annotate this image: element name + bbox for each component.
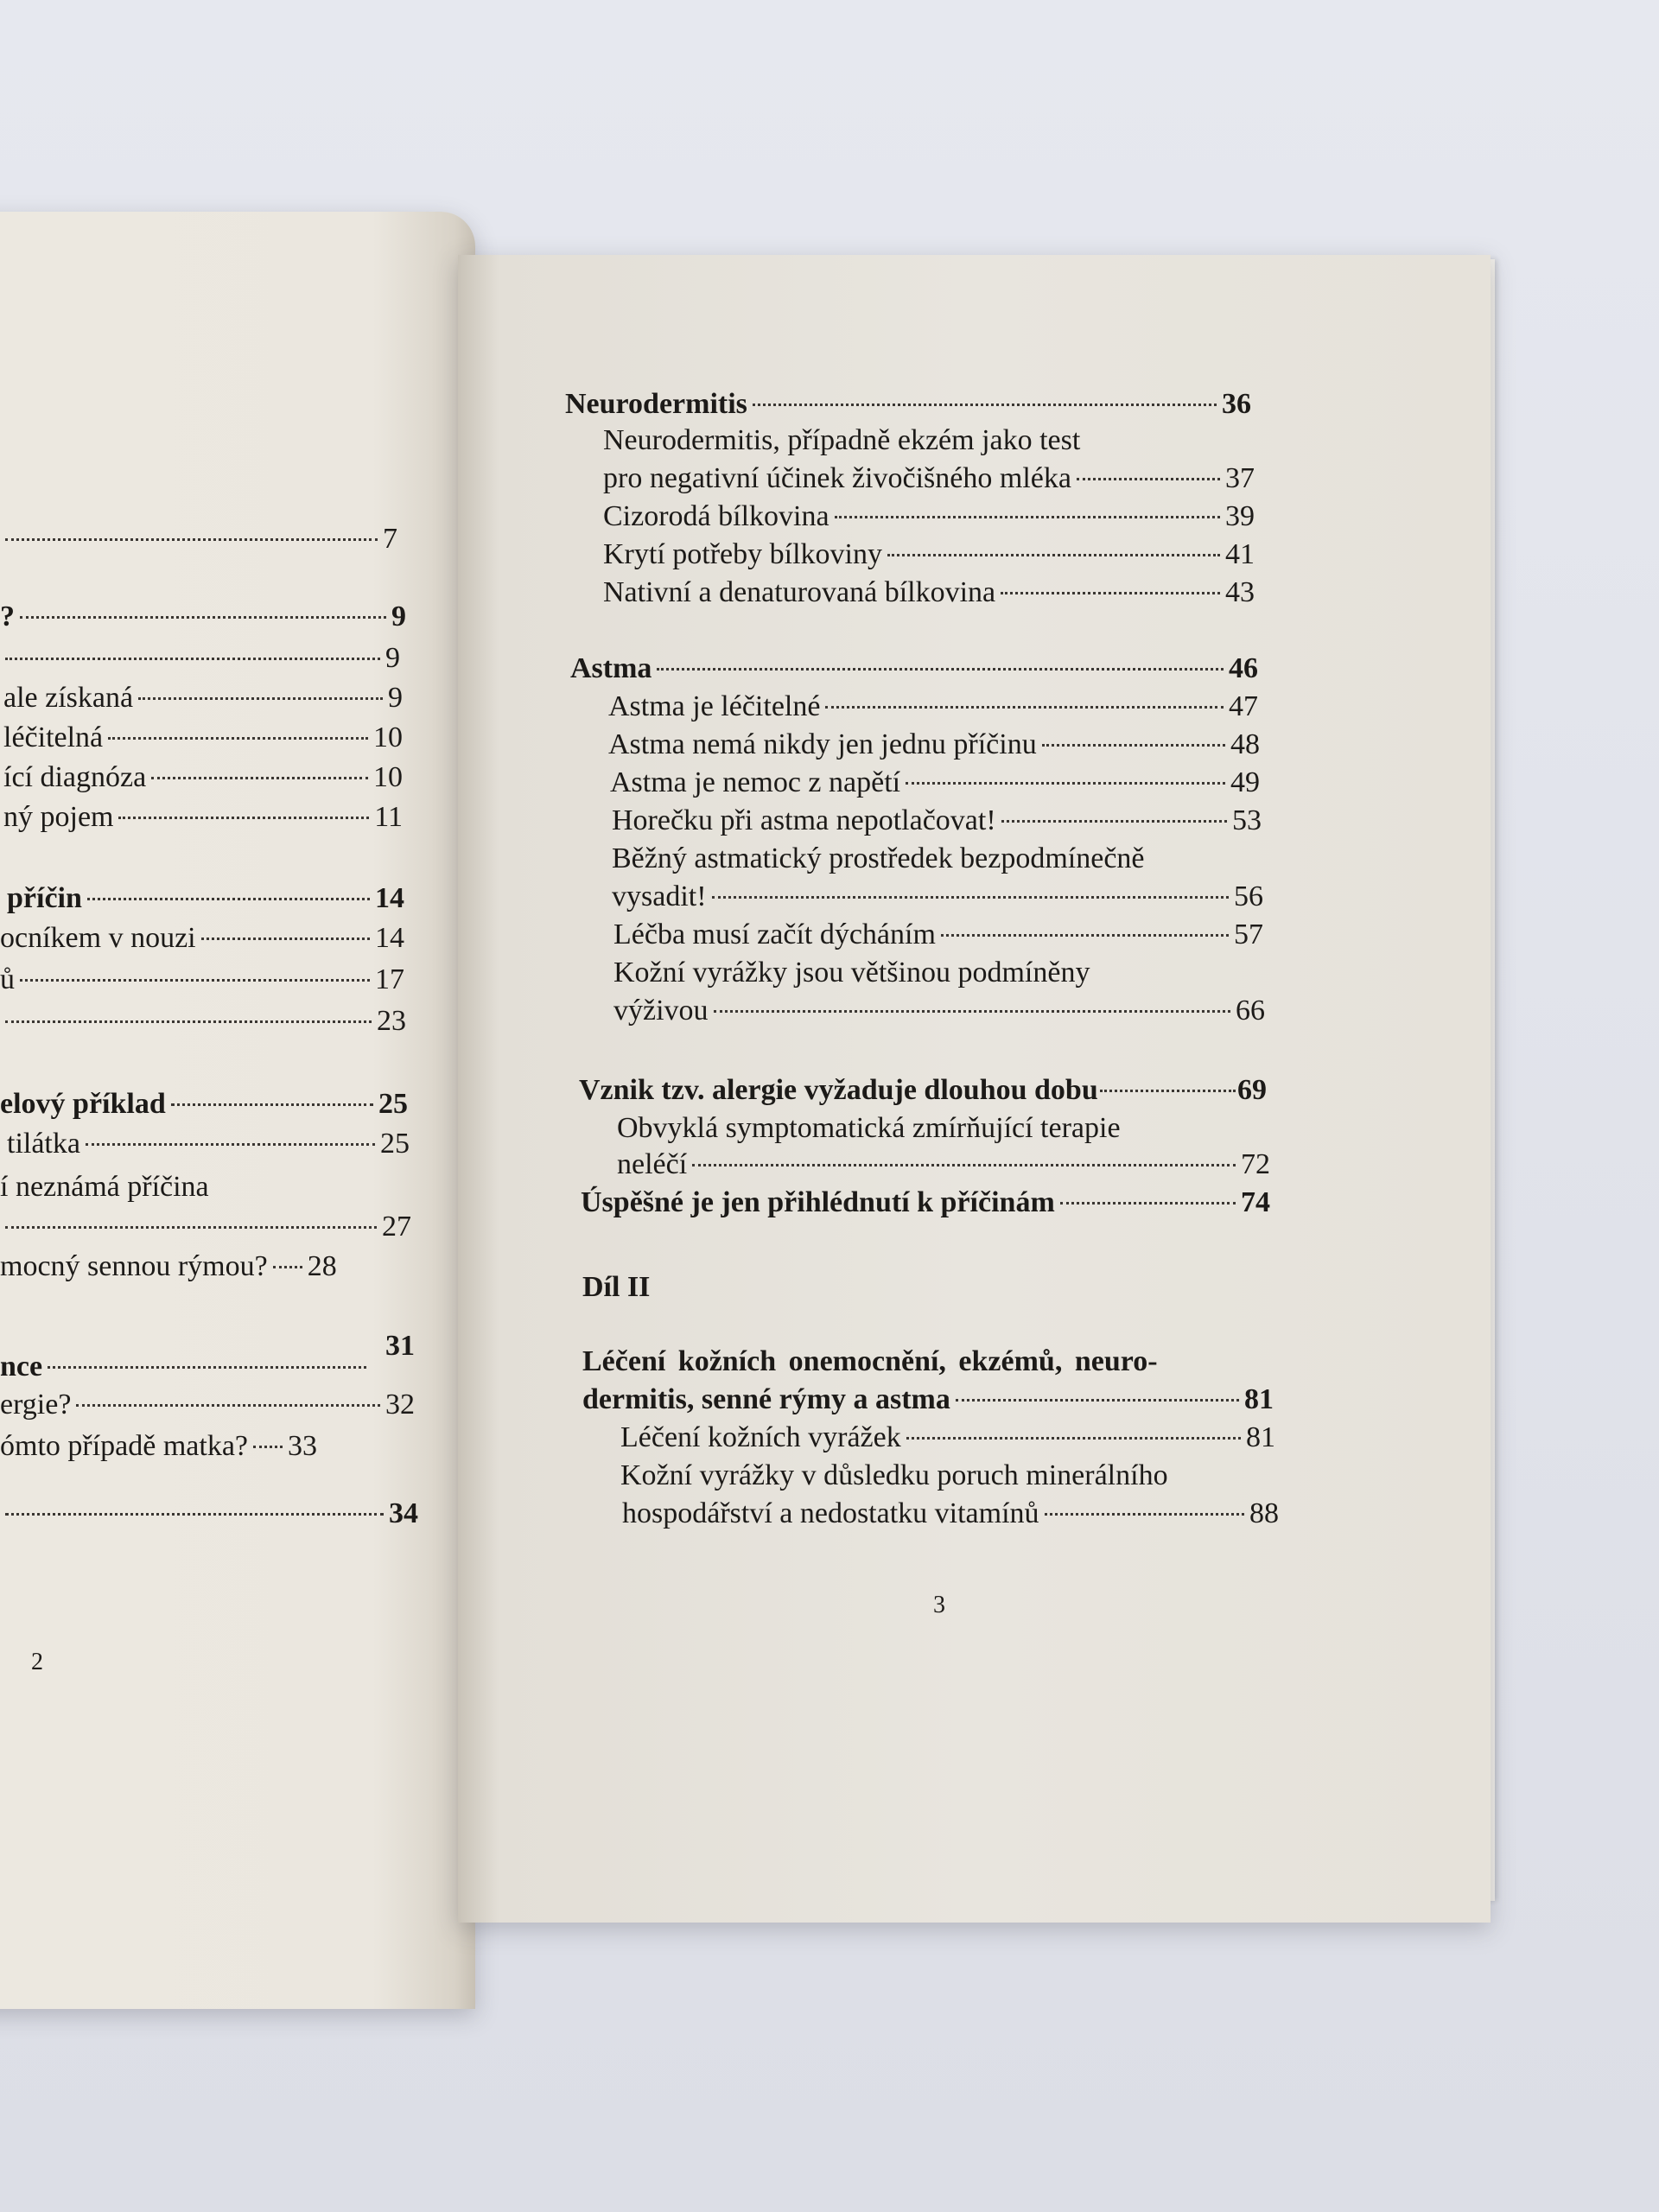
left-toc-entry: příčin 14: [7, 882, 404, 914]
toc-entry: hospodářství a nedostatku vitamínů 88: [622, 1497, 1279, 1529]
toc-section-leceni: Léčení kožních onemocnění, ekzémů, neuro-: [582, 1345, 1158, 1377]
left-toc-entry: léčitelná 10: [3, 721, 403, 753]
toc-entry: vysadit! 56: [612, 880, 1263, 912]
left-toc-entry: 9: [0, 639, 400, 677]
left-toc-entry: ící diagnóza 10: [3, 761, 403, 793]
toc-entry: Astma je nemoc z napětí 49: [610, 766, 1260, 798]
left-page-number: 2: [31, 1649, 43, 1675]
toc-section-vznik-alergie: Vznik tzv. alergie vyžaduje dlouhou dobu 69: [579, 1074, 1267, 1106]
left-toc-entry: 34: [0, 1495, 418, 1533]
toc-entry: Obvyklá symptomatická zmírňující terapie: [617, 1112, 1121, 1144]
toc-entry: pro negativní účinek živočišného mléka 37: [603, 462, 1255, 494]
toc-entry: Léčení kožních vyrážek 81: [620, 1421, 1275, 1453]
toc-entry: výživou 66: [613, 995, 1265, 1027]
left-toc-entry: 23: [0, 1002, 406, 1040]
left-toc-entry: nce: [0, 1348, 372, 1386]
toc-entry: Cizorodá bílkovina 39: [603, 500, 1255, 532]
toc-entry: Horečku při astma nepotlačovat! 53: [612, 804, 1262, 836]
left-toc-entry: ocníkem v nouzi 14: [0, 922, 404, 954]
left-toc-entry: ? 9: [0, 601, 406, 632]
toc-entry: Astma nemá nikdy jen jednu příčinu 48: [608, 728, 1260, 760]
left-toc-entry: í neznámá příčina: [0, 1171, 209, 1203]
toc-entry: Běžný astmatický prostředek bezpodmínečně: [612, 842, 1145, 874]
left-toc-entry: ale získaná 9: [3, 682, 403, 714]
toc-entry: neléčí 72: [617, 1148, 1270, 1180]
left-toc-entry: mocný sennou rýmou? 28: [0, 1250, 337, 1282]
left-toc-entry: ómto případě matka? 33: [0, 1430, 318, 1462]
toc-entry: Astma je léčitelné 47: [608, 690, 1258, 722]
toc-section-neurodermitis: Neurodermitis 36: [565, 388, 1251, 420]
toc-section-astma: Astma 46: [570, 652, 1258, 684]
part-heading: Díl II: [582, 1271, 651, 1303]
left-toc-entry: ný pojem 11: [3, 801, 403, 833]
toc-entry: Kožní vyrážky jsou většinou podmíněny: [613, 957, 1090, 988]
left-toc-entry: ergie? 32: [0, 1389, 415, 1421]
toc-section-leceni-cont: dermitis, senné rýmy a astma 81: [582, 1383, 1274, 1415]
toc-section-uspesne: Úspěšné je jen přihlédnutí k příčinám 74: [581, 1186, 1270, 1218]
left-toc-entry: tilátka 25: [7, 1128, 410, 1160]
left-toc-entry: ů 17: [0, 963, 404, 995]
toc-entry: Krytí potřeby bílkoviny 41: [603, 538, 1255, 570]
toc-entry: Neurodermitis, případně ekzém jako test: [603, 424, 1081, 456]
toc-entry: Nativní a denaturovaná bílkovina 43: [603, 576, 1255, 608]
toc-entry: Kožní vyrážky v důsledku poruch minerálního: [620, 1459, 1168, 1491]
left-toc-entry: 27: [0, 1208, 411, 1246]
left-toc-entry: 7: [0, 520, 397, 558]
toc-entry: Léčba musí začít dýcháním 57: [613, 918, 1263, 950]
left-toc-entry: 31: [385, 1330, 415, 1362]
right-page-number: 3: [933, 1592, 945, 1618]
left-toc-entry: elový příklad 25: [0, 1088, 408, 1120]
